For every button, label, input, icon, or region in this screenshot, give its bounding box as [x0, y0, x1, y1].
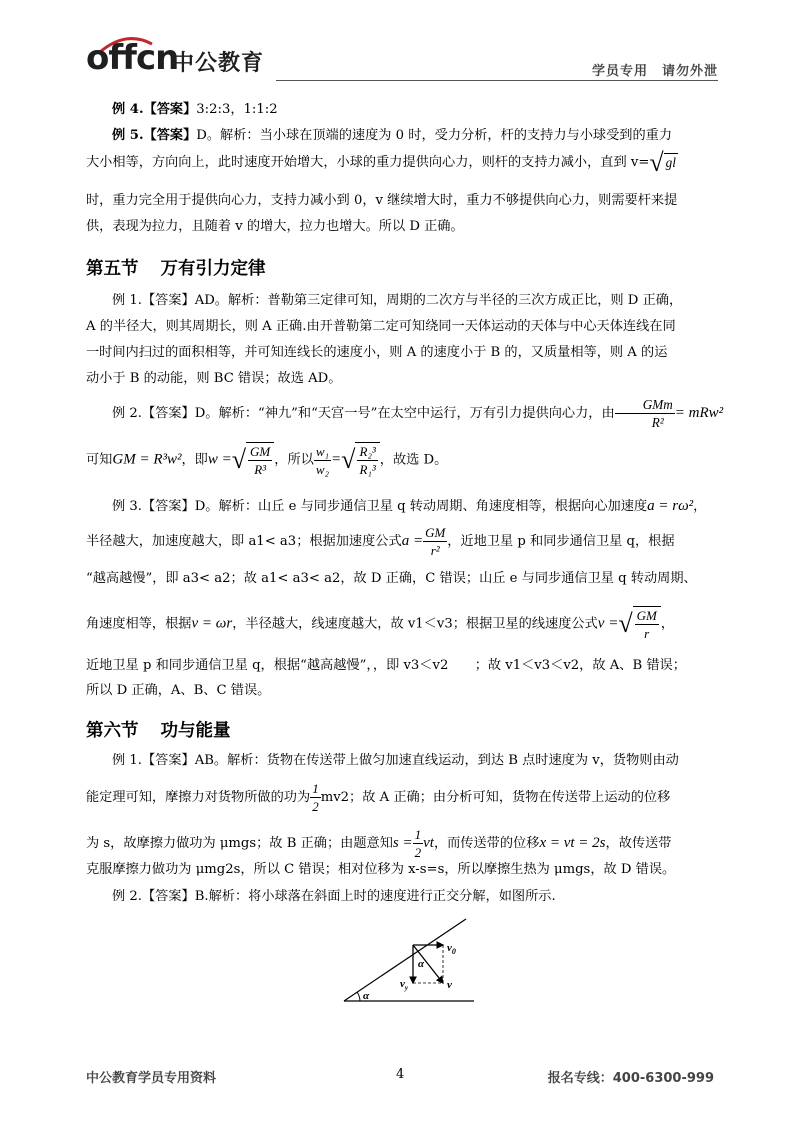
- label-alpha-inner: α: [418, 958, 425, 970]
- frac-w1-w2: [314, 443, 331, 478]
- s6e1-eq-vt: vt: [423, 835, 434, 851]
- s5e2-text-kezhi: 可知: [86, 452, 113, 468]
- velocity-decomposition-figure: [330, 915, 480, 1005]
- sqrt1-den: R³: [254, 462, 267, 477]
- s5e3-eq-a: a = rω²: [647, 498, 694, 514]
- frac-den: R²: [651, 415, 664, 430]
- frac-gm-num: GM: [425, 525, 446, 540]
- s6e1-text2b: mv2；故 A 正确；由分析可知，货物在传送带上运动的位移: [320, 790, 671, 805]
- s6e1-text3b: ，而传送带的位移: [433, 836, 540, 851]
- ex4-label: 例 4.: [112, 102, 144, 117]
- sqrt-R2-R1: √ $\frac{\text{R₂³}}{\text{R₁³}}$: [341, 442, 380, 478]
- s5e2-l1: [86, 396, 724, 431]
- s5e3-l6: 所以 D 正确，A、B、C 错误。: [86, 683, 271, 698]
- s5e3-l2: [86, 524, 714, 559]
- s5e2-text-end: ，故选 D。: [379, 452, 448, 468]
- s5e1-l2: A 的半径大，则其周期长，则 A 正确.由开普勒第二定可知绕同一天体运动的天体与中心天体连线在同: [86, 319, 676, 334]
- frac-half-2: [413, 826, 424, 861]
- sqrt-gl: √ gl: [649, 147, 676, 177]
- s6e2-l1: 例 2.【答案】B.解析：将小球落在斜面上时的速度进行正交分解，如图所示.: [112, 889, 556, 904]
- sqrt1-num: GM: [250, 444, 271, 459]
- label-vy: $v_y$: [400, 978, 408, 992]
- ex5-l2: [86, 147, 714, 177]
- label-alpha-base: α: [363, 990, 370, 1002]
- s6e1-l2: [86, 780, 714, 815]
- s6e1-eq-s: s =: [392, 835, 413, 851]
- ex5-text2: 大小相等，方向向上，此时速度开始增大，小球的重力提供向心力，则杆的支持力减小，直到 v=: [86, 155, 650, 171]
- s5e3-eq-v2: v =: [597, 615, 619, 632]
- half-den: 2: [312, 799, 319, 814]
- s5e1-l3: 一时间内扫过的面积相等，并可知连线长的速度小，则 A 的速度小于 B 的，又质量相等，则 A 的运: [86, 345, 668, 360]
- header-notice: 学员专用 请勿外泄: [591, 64, 718, 79]
- s6e1-eq-x: x = vt = 2s: [539, 835, 606, 851]
- s5e1-l4: 动小于 B 的动能，则 BC 错误；故选 AD。: [86, 371, 342, 386]
- s5e3-comma: ，: [693, 499, 707, 514]
- label-v: v: [447, 979, 452, 991]
- s5e3-l4: [86, 606, 714, 642]
- s5e2-eq-mRw2: = mRw²: [674, 405, 724, 421]
- angle-arc: [357, 992, 360, 1001]
- section-5-heading: [86, 255, 266, 280]
- s5e2-l2: [86, 442, 714, 478]
- s6e1-l3: [86, 826, 714, 861]
- s5e3-l1: [86, 497, 714, 516]
- footer-right: 报名专线：400-6300-999: [547, 1071, 714, 1086]
- ex5-l4: 供，表现为拉力，且随着 v 的增大，拉力也增大。所以 D 正确。: [86, 219, 464, 234]
- s5e2-text1: 例 2.【答案】D。解析：“神九”和“天宫一号”在太空中运行，万有引力提供向心力，由: [112, 406, 615, 421]
- ex5-l1: [86, 127, 714, 145]
- s6e1-text2a: 能定理可知，摩擦力对货物所做的功为: [86, 790, 311, 805]
- ex5-l3: 时，重力完全用于提供向心力，支持力减小到 0，v 继续增大时，重力不够提供向心力，则需要杆来提: [86, 193, 678, 208]
- s6e1-text3a: 为 s，故摩擦力做功为 μmgs；故 B 正确；由题意知: [86, 836, 393, 851]
- s6e1-text3c: ，故传送带: [605, 836, 672, 851]
- ex4-text: 3:2:3，1:1:2: [196, 102, 278, 117]
- s5e1-l1: 例 1.【答案】AD。解析：普勒第三定律可知，周期的二次方与半径的三次方成正比，则 D 正确，: [112, 293, 683, 308]
- half2-den: 2: [414, 845, 422, 860]
- sqrt2-num: R₂³: [359, 444, 376, 459]
- s5e3-text4b: ，半径越大，线速度越大，故 v1＜v3；根据卫星的线速度公式: [232, 616, 598, 632]
- s5e3-text1: 例 3.【答案】D。解析：山丘 e 与同步通信卫星 q 转动周期、角速度相等，根据向心加速度: [112, 499, 648, 514]
- section-6-heading: [86, 717, 231, 742]
- s6e1-l1: 例 1.【答案】AB。解析：货物在传送带上做匀加速直线运动，到达 B 点时速度为 v，货物则由动: [112, 753, 679, 768]
- page-number: 4: [396, 1067, 405, 1082]
- frac-num: GMm: [615, 396, 675, 414]
- frac-GMm-R2: [615, 396, 675, 431]
- logo-cn: 中公教育: [172, 51, 265, 76]
- ex5-ans: 【答案】: [143, 128, 197, 143]
- s5e2-text-suoyi: ，所以: [274, 452, 314, 468]
- s5e2-eq-w: w =: [207, 451, 232, 468]
- ex5-text1: D。解析：当小球在顶端的速度为 0 时，受力分析，杆的支持力与小球受到的重力: [196, 128, 673, 143]
- s5e3-text4a: 角速度相等，根据: [86, 616, 192, 632]
- logo-offcn: offcn: [86, 38, 179, 78]
- s5e3-eq-v: v = ωr: [191, 615, 233, 632]
- ex4-line: [86, 101, 714, 119]
- sqrt-GM-R3: √ $\frac{GM}{\text{R³}}$: [232, 442, 275, 478]
- s5e2-eq1: GM = R³w²: [112, 451, 182, 468]
- s6e1-l4: 克服摩擦力做功为 μmg2s，所以 C 错误；相对位移为 x-s=s，所以摩擦生热为 μmgs，故 D 错误。: [86, 862, 676, 877]
- ex5-label: 例 5.: [112, 128, 144, 143]
- sqrt-gl-body: gl: [665, 155, 676, 171]
- section-5-title: 万有引力定律: [160, 259, 266, 279]
- section-5-num: 第五节: [86, 259, 139, 279]
- s5e3-l5: 近地卫星 p 和同步通信卫星 q，根据“越高越慢”，，即 v3＜v2 ；故 v1＜v3＜v2，故 A、B 错误；: [86, 658, 686, 673]
- header-rule: [276, 80, 718, 81]
- s5e3-comma2: ，: [660, 616, 674, 632]
- s5e3-l3: “越高越慢”，即 a3< a2；故 a1< a3< a2，故 D 正确，C 错误；山丘 e 与同步通信卫星 q 转动周期、: [86, 571, 697, 586]
- label-v0: $v_0$: [447, 942, 456, 956]
- half2-num: 1: [414, 827, 422, 842]
- section-6-title: 功与能量: [160, 721, 231, 741]
- ex4-ans: 【答案】: [143, 102, 197, 117]
- sqrt2-den: R₁³: [359, 462, 376, 477]
- sqrt3-num: GM: [636, 608, 657, 623]
- s5e2-equals: =: [331, 451, 342, 468]
- sqrt-GM-r: √ $\frac{GM}{r}$: [618, 606, 661, 642]
- w-den: w₂: [315, 461, 330, 477]
- section-6-num: 第六节: [86, 721, 139, 741]
- footer-left: 中公教育学员专用资料: [86, 1071, 217, 1086]
- s5e3-eq-a2: a =: [401, 533, 424, 549]
- w-num: w₁: [315, 443, 330, 459]
- frac-GM-r2: [423, 524, 447, 559]
- s5e3-text2b: ，近地卫星 p 和同步通信卫星 q，根据: [447, 534, 675, 549]
- s5e2-text-ji: ，即: [181, 452, 208, 468]
- half-num: 1: [312, 781, 319, 796]
- s5e3-text2: 半径越大，加速度越大，即 a1< a3；根据加速度公式: [86, 534, 402, 549]
- frac-gm-den: r²: [430, 543, 440, 558]
- frac-half: [310, 780, 321, 815]
- sqrt3-den: r: [644, 626, 650, 641]
